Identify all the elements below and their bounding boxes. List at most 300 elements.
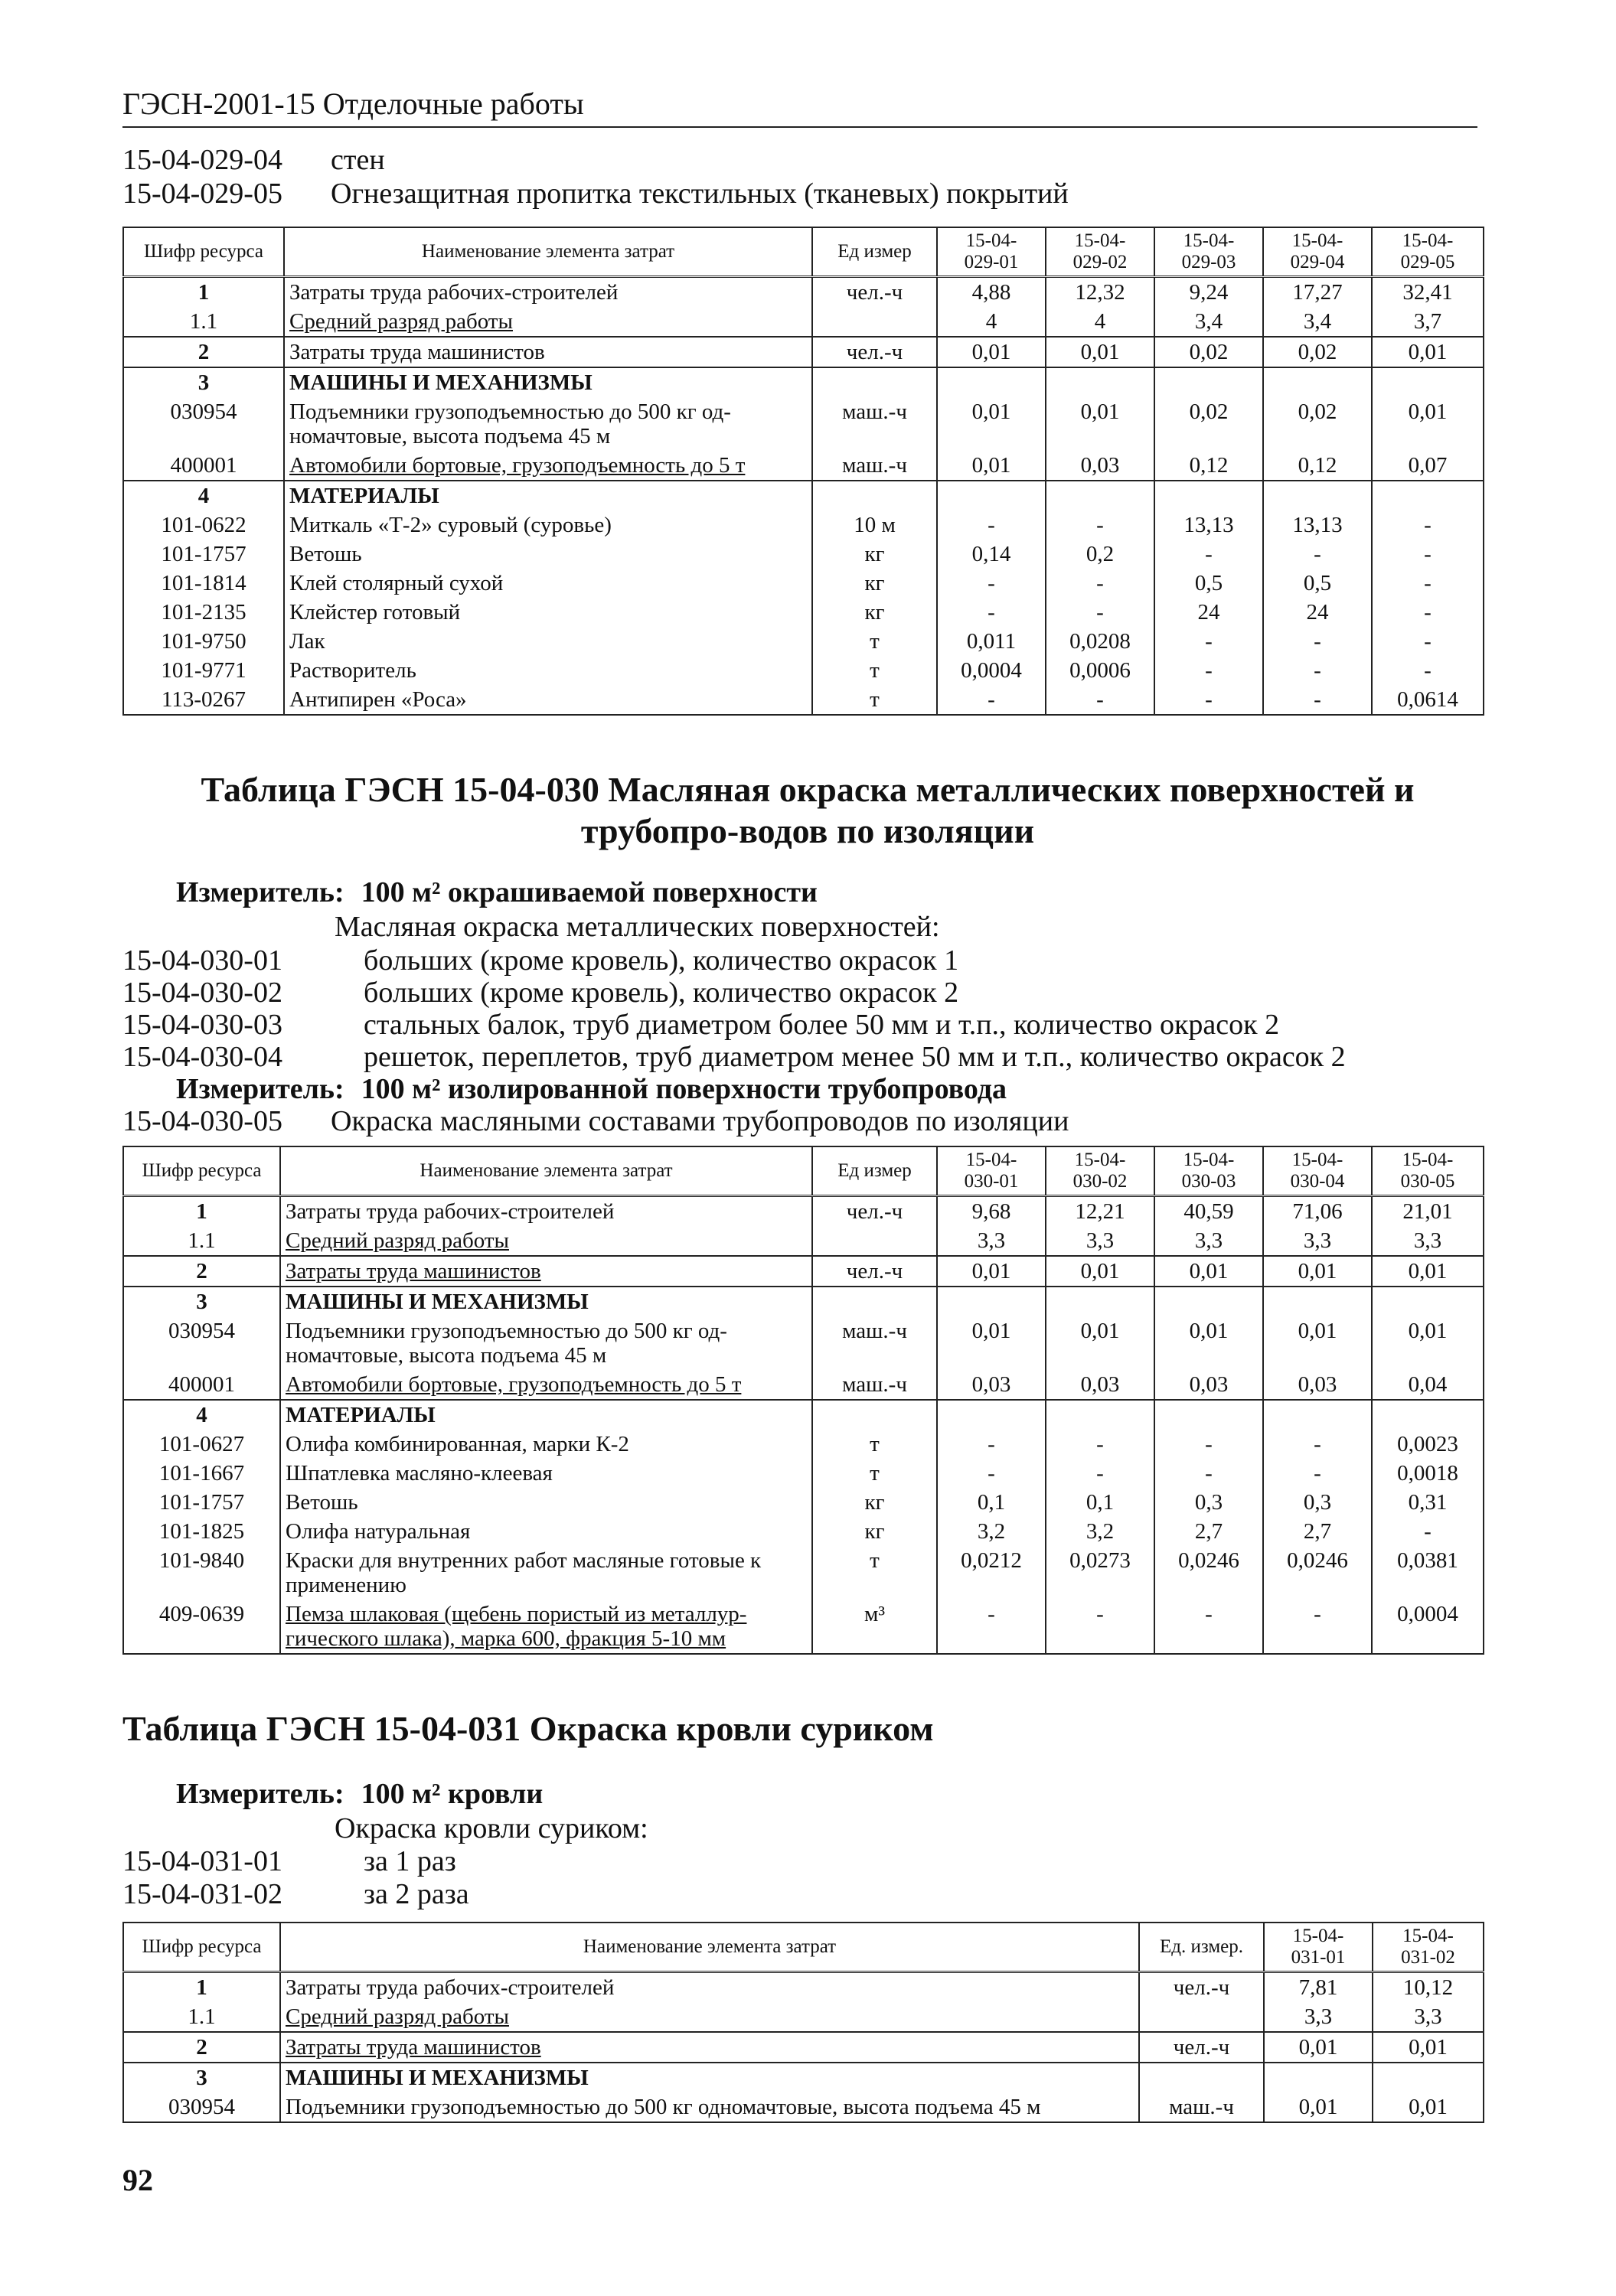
value-cell: 0,03 <box>937 1370 1046 1400</box>
table-row <box>123 656 1484 685</box>
unit: маш.-ч <box>812 397 937 451</box>
section-title-15-04-031: Таблица ГЭСН 15-04-031 Окраска кровли суриком <box>122 1709 934 1748</box>
measure-text: 100 м² изолированной поверхности трубопровода <box>361 1073 1007 1105</box>
value-cell: - <box>937 510 1046 540</box>
unit: маш.-ч <box>812 1370 937 1400</box>
cost-element-name: Олифа натуральная <box>280 1517 812 1546</box>
column-header: 15-04- 029-04 <box>1263 227 1372 277</box>
value-cell: - <box>1372 627 1484 656</box>
group-title <box>122 1812 1500 1844</box>
line-text: решеток, переплетов, труб диаметром менее 50 мм и т.п., количество окрасок 2 <box>364 1041 1346 1073</box>
value-cell: - <box>1046 1600 1154 1654</box>
resource-code: 101-9840 <box>123 1546 280 1600</box>
table-row <box>123 2032 1484 2063</box>
table-row <box>123 1488 1484 1517</box>
value-cell: - <box>1154 1600 1263 1654</box>
table-row <box>123 1517 1484 1546</box>
value-cell: 0,01 <box>937 397 1046 451</box>
value-cell <box>937 1400 1046 1430</box>
value-cell: - <box>937 685 1046 715</box>
value-cell: - <box>937 1459 1046 1488</box>
cost-element-name: МАШИНЫ И МЕХАНИЗМЫ <box>280 1287 812 1316</box>
value-cell: - <box>1046 598 1154 627</box>
value-cell: - <box>1046 1430 1154 1459</box>
table-row <box>123 1287 1484 1316</box>
value-cell: - <box>1154 685 1263 715</box>
value-cell: 0,01 <box>1264 2032 1373 2063</box>
measure-text: 100 м² окрашиваемой поверхности <box>361 876 818 908</box>
unit <box>812 367 937 397</box>
value-cell: - <box>1154 627 1263 656</box>
unit: маш.-ч <box>812 451 937 481</box>
table-row <box>123 1600 1484 1654</box>
unit: т <box>812 685 937 715</box>
value-cell: 0,02 <box>1154 397 1263 451</box>
column-header: 15-04- 031-02 <box>1373 1923 1484 1972</box>
value-cell <box>1154 1400 1263 1430</box>
cost-element-name: Автомобили бортовые, грузоподъемность до 5 т <box>280 1370 812 1400</box>
cost-element-name: Антипирен «Роса» <box>284 685 812 715</box>
cost-element-name: Средний разряд работы <box>284 307 812 337</box>
cost-element-name: Затраты труда машинистов <box>284 337 812 367</box>
value-cell <box>1263 481 1372 510</box>
value-cell: 4 <box>1046 307 1154 337</box>
value-cell: 0,1 <box>1046 1488 1154 1517</box>
resource-code: 030954 <box>123 2092 280 2122</box>
line-text: больших (кроме кровель), количество окрасок 2 <box>364 977 959 1009</box>
value-cell: 0,5 <box>1154 569 1263 598</box>
value-cell <box>937 481 1046 510</box>
value-cell: 0,0614 <box>1372 685 1484 715</box>
measure-label: Измеритель: <box>176 876 344 908</box>
cost-element-name: Ветошь <box>284 540 812 569</box>
resource-code: 101-1757 <box>123 1488 280 1517</box>
value-cell: 0,0212 <box>937 1546 1046 1600</box>
unit <box>812 1400 937 1430</box>
value-cell: 0,03 <box>1263 1370 1372 1400</box>
column-header: 15-04- 030-03 <box>1154 1146 1263 1196</box>
line-text: Окраска масляными составами трубопроводов по изоляции <box>331 1105 1069 1137</box>
value-cell: 3,3 <box>1264 2002 1373 2032</box>
resource-code: 1.1 <box>123 1226 280 1256</box>
value-cell: 0,04 <box>1372 1370 1484 1400</box>
unit: т <box>812 1430 937 1459</box>
table-row <box>123 1226 1484 1256</box>
unit: чел.-ч <box>1139 2032 1264 2063</box>
value-cell: 40,59 <box>1154 1196 1263 1227</box>
value-cell: 12,21 <box>1046 1196 1154 1227</box>
line-text: больших (кроме кровель), количество окрасок 1 <box>364 944 959 977</box>
measure-line <box>122 1778 1500 1810</box>
value-cell: 0,01 <box>1263 1256 1372 1287</box>
value-cell: 0,2 <box>1046 540 1154 569</box>
value-cell: 0,01 <box>1046 397 1154 451</box>
table-row <box>123 540 1484 569</box>
value-cell: 0,01 <box>1372 337 1484 367</box>
column-header: 15-04- 029-05 <box>1372 227 1484 277</box>
table-row <box>123 598 1484 627</box>
value-cell: - <box>1154 1459 1263 1488</box>
unit: чел.-ч <box>812 277 937 308</box>
column-header: 15-04- 029-03 <box>1154 227 1263 277</box>
resource-code: 3 <box>123 2063 280 2092</box>
value-cell: - <box>1154 540 1263 569</box>
column-header: 15-04- 029-02 <box>1046 227 1154 277</box>
value-cell: 3,2 <box>937 1517 1046 1546</box>
value-cell: 3,3 <box>937 1226 1046 1256</box>
table-15-04-030 <box>122 1146 1484 1655</box>
value-cell <box>1046 367 1154 397</box>
cost-element-name: Пемза шлаковая (щебень пористый из металлур-гического шлака), марка 600, фракция 5-10 мм <box>280 1600 812 1654</box>
value-cell: 0,0246 <box>1154 1546 1263 1600</box>
resource-code: 030954 <box>123 1316 280 1370</box>
value-cell <box>1372 481 1484 510</box>
cost-element-name: Затраты труда рабочих-строителей <box>284 277 812 308</box>
line-text: Огнезащитная пропитка текстильных (тканевых) покрытий <box>331 178 1069 210</box>
unit: кг <box>812 1517 937 1546</box>
cost-element-name: Затраты труда рабочих-строителей <box>280 1972 1139 2003</box>
value-cell: 0,01 <box>1154 1256 1263 1287</box>
unit: кг <box>812 569 937 598</box>
unit: т <box>812 1459 937 1488</box>
column-header: 15-04- 030-05 <box>1372 1146 1484 1196</box>
cost-element-name: Подъемники грузоподъемностью до 500 кг од-номачтовые, высота подъема 45 м <box>284 397 812 451</box>
table-row <box>123 451 1484 481</box>
unit: м³ <box>812 1600 937 1654</box>
value-cell: 0,01 <box>937 1316 1046 1370</box>
unit: чел.-ч <box>1139 1972 1264 2003</box>
value-cell: 0,07 <box>1372 451 1484 481</box>
value-cell: 0,01 <box>1373 2092 1484 2122</box>
value-cell: 0,0246 <box>1263 1546 1372 1600</box>
table-row <box>123 337 1484 367</box>
cost-element-name: МАШИНЫ И МЕХАНИЗМЫ <box>280 2063 1139 2092</box>
value-cell: 21,01 <box>1372 1196 1484 1227</box>
value-cell: 0,02 <box>1154 337 1263 367</box>
value-cell: 0,01 <box>1373 2032 1484 2063</box>
value-cell: - <box>1372 598 1484 627</box>
value-cell: 32,41 <box>1372 277 1484 308</box>
line-text: стен <box>331 144 385 176</box>
value-cell <box>1154 1287 1263 1316</box>
work-line <box>122 1041 1500 1073</box>
value-cell: 0,01 <box>1046 1256 1154 1287</box>
value-cell: 3,3 <box>1046 1226 1154 1256</box>
column-header: 15-04- 030-04 <box>1263 1146 1372 1196</box>
value-cell: 0,01 <box>1263 1316 1372 1370</box>
line-code: 15-04-031-01 <box>122 1845 282 1877</box>
value-cell: 3,4 <box>1154 307 1263 337</box>
cost-element-name: Миткаль «Т-2» суровый (суровье) <box>284 510 812 540</box>
unit: т <box>812 656 937 685</box>
value-cell: 0,14 <box>937 540 1046 569</box>
value-cell: 0,01 <box>1372 1316 1484 1370</box>
resource-code: 1 <box>123 1972 280 2003</box>
value-cell: 0,03 <box>1154 1370 1263 1400</box>
value-cell: 0,3 <box>1263 1488 1372 1517</box>
value-cell: 0,01 <box>937 337 1046 367</box>
line-code: 15-04-030-04 <box>122 1041 282 1073</box>
value-cell: - <box>937 1430 1046 1459</box>
resource-code: 2 <box>123 2032 280 2063</box>
table-15-04-031 <box>122 1922 1484 2123</box>
table-row <box>123 1972 1484 2003</box>
value-cell: 4 <box>937 307 1046 337</box>
resource-code: 101-1757 <box>123 540 284 569</box>
unit: 10 м <box>812 510 937 540</box>
value-cell: - <box>1154 656 1263 685</box>
table-row <box>123 2063 1484 2092</box>
cost-element-name: Шпатлевка масляно-клеевая <box>280 1459 812 1488</box>
value-cell: 0,31 <box>1372 1488 1484 1517</box>
resource-code: 1 <box>123 277 284 308</box>
unit <box>812 307 937 337</box>
line-text: за 1 раз <box>364 1845 456 1877</box>
cost-element-name: Затраты труда рабочих-строителей <box>280 1196 812 1227</box>
column-header: 15-04- 031-01 <box>1264 1923 1373 1972</box>
value-cell: 0,12 <box>1263 451 1372 481</box>
unit <box>1139 2063 1264 2092</box>
value-cell: 0,0018 <box>1372 1459 1484 1488</box>
cost-element-name: Подъемники грузоподъемностью до 500 кг одномачтовые, высота подъема 45 м <box>280 2092 1139 2122</box>
value-cell: 4,88 <box>937 277 1046 308</box>
cost-element-name: Ветошь <box>280 1488 812 1517</box>
value-cell: 0,02 <box>1263 397 1372 451</box>
value-cell: 0,0006 <box>1046 656 1154 685</box>
value-cell: 10,12 <box>1373 1972 1484 2003</box>
group-title-text: Окраска кровли суриком: <box>335 1812 648 1844</box>
value-cell: 0,5 <box>1263 569 1372 598</box>
value-cell <box>1373 2063 1484 2092</box>
value-cell: 17,27 <box>1263 277 1372 308</box>
column-header: Наименование элемента затрат <box>280 1146 812 1196</box>
value-cell <box>1046 1400 1154 1430</box>
unit: чел.-ч <box>812 1196 937 1227</box>
work-line <box>122 1878 1500 1910</box>
resource-code: 1.1 <box>123 307 284 337</box>
measure-line <box>122 876 1500 908</box>
resource-code: 3 <box>123 367 284 397</box>
resource-code: 101-1814 <box>123 569 284 598</box>
table-row <box>123 1546 1484 1600</box>
cost-element-name: Средний разряд работы <box>280 1226 812 1256</box>
cost-element-name: МАШИНЫ И МЕХАНИЗМЫ <box>284 367 812 397</box>
resource-code: 2 <box>123 337 284 367</box>
measure-label: Измеритель: <box>176 1778 344 1810</box>
unit: кг <box>812 598 937 627</box>
cost-element-name: Олифа комбинированная, марки К-2 <box>280 1430 812 1459</box>
line-code: 15-04-030-01 <box>122 944 282 977</box>
resource-code: 3 <box>123 1287 280 1316</box>
value-cell: 0,12 <box>1154 451 1263 481</box>
column-header: 15-04- 029-01 <box>937 227 1046 277</box>
value-cell: 0,0004 <box>937 656 1046 685</box>
value-cell: 0,01 <box>937 1256 1046 1287</box>
measure-text: 100 м² кровли <box>361 1778 544 1810</box>
value-cell: - <box>1263 1600 1372 1654</box>
value-cell: 0,0208 <box>1046 627 1154 656</box>
value-cell: - <box>1372 540 1484 569</box>
value-cell: 3,7 <box>1372 307 1484 337</box>
value-cell: - <box>1263 540 1372 569</box>
table-row <box>123 1196 1484 1227</box>
unit: кг <box>812 540 937 569</box>
value-cell <box>1264 2063 1373 2092</box>
unit: маш.-ч <box>812 1316 937 1370</box>
resource-code: 113-0267 <box>123 685 284 715</box>
value-cell: - <box>1263 627 1372 656</box>
value-cell: 0,3 <box>1154 1488 1263 1517</box>
value-cell: 3,4 <box>1263 307 1372 337</box>
value-cell: 7,81 <box>1264 1972 1373 2003</box>
resource-code: 101-1667 <box>123 1459 280 1488</box>
column-header: Наименование элемента затрат <box>284 227 812 277</box>
resource-code: 101-2135 <box>123 598 284 627</box>
resource-code: 101-9771 <box>123 656 284 685</box>
measure-label: Измеритель: <box>176 1073 344 1105</box>
resource-code: 1.1 <box>123 2002 280 2032</box>
value-cell <box>1046 481 1154 510</box>
cost-element-name: Подъемники грузоподъемностью до 500 кг од-номачтовые, высота подъема 45 м <box>280 1316 812 1370</box>
work-line <box>122 1105 1500 1137</box>
table-row <box>123 510 1484 540</box>
cost-element-name: Растворитель <box>284 656 812 685</box>
value-cell <box>1263 1287 1372 1316</box>
value-cell <box>1372 1287 1484 1316</box>
value-cell <box>937 367 1046 397</box>
table-row <box>123 1316 1484 1370</box>
cost-element-name: Затраты труда машинистов <box>280 2032 1139 2063</box>
value-cell: 0,011 <box>937 627 1046 656</box>
value-cell: 12,32 <box>1046 277 1154 308</box>
value-cell: 0,0004 <box>1372 1600 1484 1654</box>
value-cell: - <box>937 598 1046 627</box>
resource-code: 101-1825 <box>123 1517 280 1546</box>
value-cell: 0,03 <box>1046 451 1154 481</box>
line-text: за 2 раза <box>364 1878 469 1910</box>
cost-element-name: Автомобили бортовые, грузоподъемность до 5 т <box>284 451 812 481</box>
column-header: Наименование элемента затрат <box>280 1923 1139 1972</box>
value-cell: 0,1 <box>937 1488 1046 1517</box>
value-cell: 0,02 <box>1263 337 1372 367</box>
value-cell: 24 <box>1263 598 1372 627</box>
value-cell: - <box>1372 510 1484 540</box>
line-code: 15-04-031-02 <box>122 1878 282 1910</box>
value-cell: 13,13 <box>1263 510 1372 540</box>
value-cell: - <box>1154 1430 1263 1459</box>
value-cell <box>1372 367 1484 397</box>
group-title-text: Масляная окраска металлических поверхностей: <box>335 911 940 943</box>
work-line <box>122 977 1500 1009</box>
resource-code: 4 <box>123 1400 280 1430</box>
table-row <box>123 2002 1484 2032</box>
unit: т <box>812 627 937 656</box>
unit <box>812 1287 937 1316</box>
cost-element-name: МАТЕРИАЛЫ <box>284 481 812 510</box>
cost-element-name: Клейстер готовый <box>284 598 812 627</box>
value-cell <box>1154 367 1263 397</box>
value-cell: - <box>1046 685 1154 715</box>
unit: чел.-ч <box>812 337 937 367</box>
measure-line <box>122 1073 1500 1105</box>
cost-element-name: Средний разряд работы <box>280 2002 1139 2032</box>
value-cell: 3,3 <box>1263 1226 1372 1256</box>
page-number: 92 <box>122 2163 153 2197</box>
column-header: Ед измер <box>812 1146 937 1196</box>
resource-code: 2 <box>123 1256 280 1287</box>
value-cell <box>1263 1400 1372 1430</box>
value-cell: - <box>1046 1459 1154 1488</box>
line-code: 15-04-030-02 <box>122 977 282 1009</box>
table-row <box>123 685 1484 715</box>
line-code: 15-04-030-05 <box>122 1105 282 1137</box>
value-cell <box>937 1287 1046 1316</box>
value-cell: 0,03 <box>1046 1370 1154 1400</box>
value-cell: - <box>1263 685 1372 715</box>
value-cell: - <box>1046 510 1154 540</box>
line-code: 15-04-029-04 <box>122 144 282 176</box>
table-row <box>123 481 1484 510</box>
table-row <box>123 277 1484 308</box>
resource-code: 101-0627 <box>123 1430 280 1459</box>
table-row <box>123 367 1484 397</box>
value-cell: - <box>1263 1430 1372 1459</box>
value-cell: 13,13 <box>1154 510 1263 540</box>
value-cell: 3,2 <box>1046 1517 1154 1546</box>
line-code: 15-04-029-05 <box>122 178 282 210</box>
value-cell: - <box>1046 569 1154 598</box>
value-cell <box>1263 367 1372 397</box>
column-header: 15-04- 030-01 <box>937 1146 1046 1196</box>
intro-line <box>122 178 1500 210</box>
value-cell: - <box>937 1600 1046 1654</box>
running-header: ГЭСН-2001-15 Отделочные работы <box>122 86 1477 128</box>
work-line <box>122 1845 1500 1877</box>
resource-code: 101-9750 <box>123 627 284 656</box>
value-cell: 0,01 <box>1264 2092 1373 2122</box>
value-cell: - <box>1372 656 1484 685</box>
unit <box>1139 2002 1264 2032</box>
table-row <box>123 1459 1484 1488</box>
resource-code: 409-0639 <box>123 1600 280 1654</box>
column-header: Шифр ресурса <box>123 1923 280 1972</box>
column-header: Шифр ресурса <box>123 1146 280 1196</box>
table-row <box>123 1400 1484 1430</box>
value-cell: - <box>1263 656 1372 685</box>
line-code: 15-04-030-03 <box>122 1009 282 1041</box>
table-row <box>123 1430 1484 1459</box>
value-cell: - <box>1372 569 1484 598</box>
cost-element-name: Затраты труда машинистов <box>280 1256 812 1287</box>
cost-element-name: Краски для внутренних работ масляные готовые к применению <box>280 1546 812 1600</box>
table-row <box>123 1370 1484 1400</box>
resource-code: 400001 <box>123 451 284 481</box>
table-row <box>123 2092 1484 2122</box>
resource-code: 1 <box>123 1196 280 1227</box>
resource-code: 400001 <box>123 1370 280 1400</box>
value-cell: - <box>1372 1517 1484 1546</box>
table-row <box>123 569 1484 598</box>
value-cell: 2,7 <box>1263 1517 1372 1546</box>
unit: чел.-ч <box>812 1256 937 1287</box>
value-cell: 2,7 <box>1154 1517 1263 1546</box>
work-line <box>122 1009 1500 1041</box>
value-cell: - <box>937 569 1046 598</box>
value-cell: 0,0273 <box>1046 1546 1154 1600</box>
column-header: Ед измер <box>812 227 937 277</box>
value-cell: 0,0023 <box>1372 1430 1484 1459</box>
value-cell: 24 <box>1154 598 1263 627</box>
